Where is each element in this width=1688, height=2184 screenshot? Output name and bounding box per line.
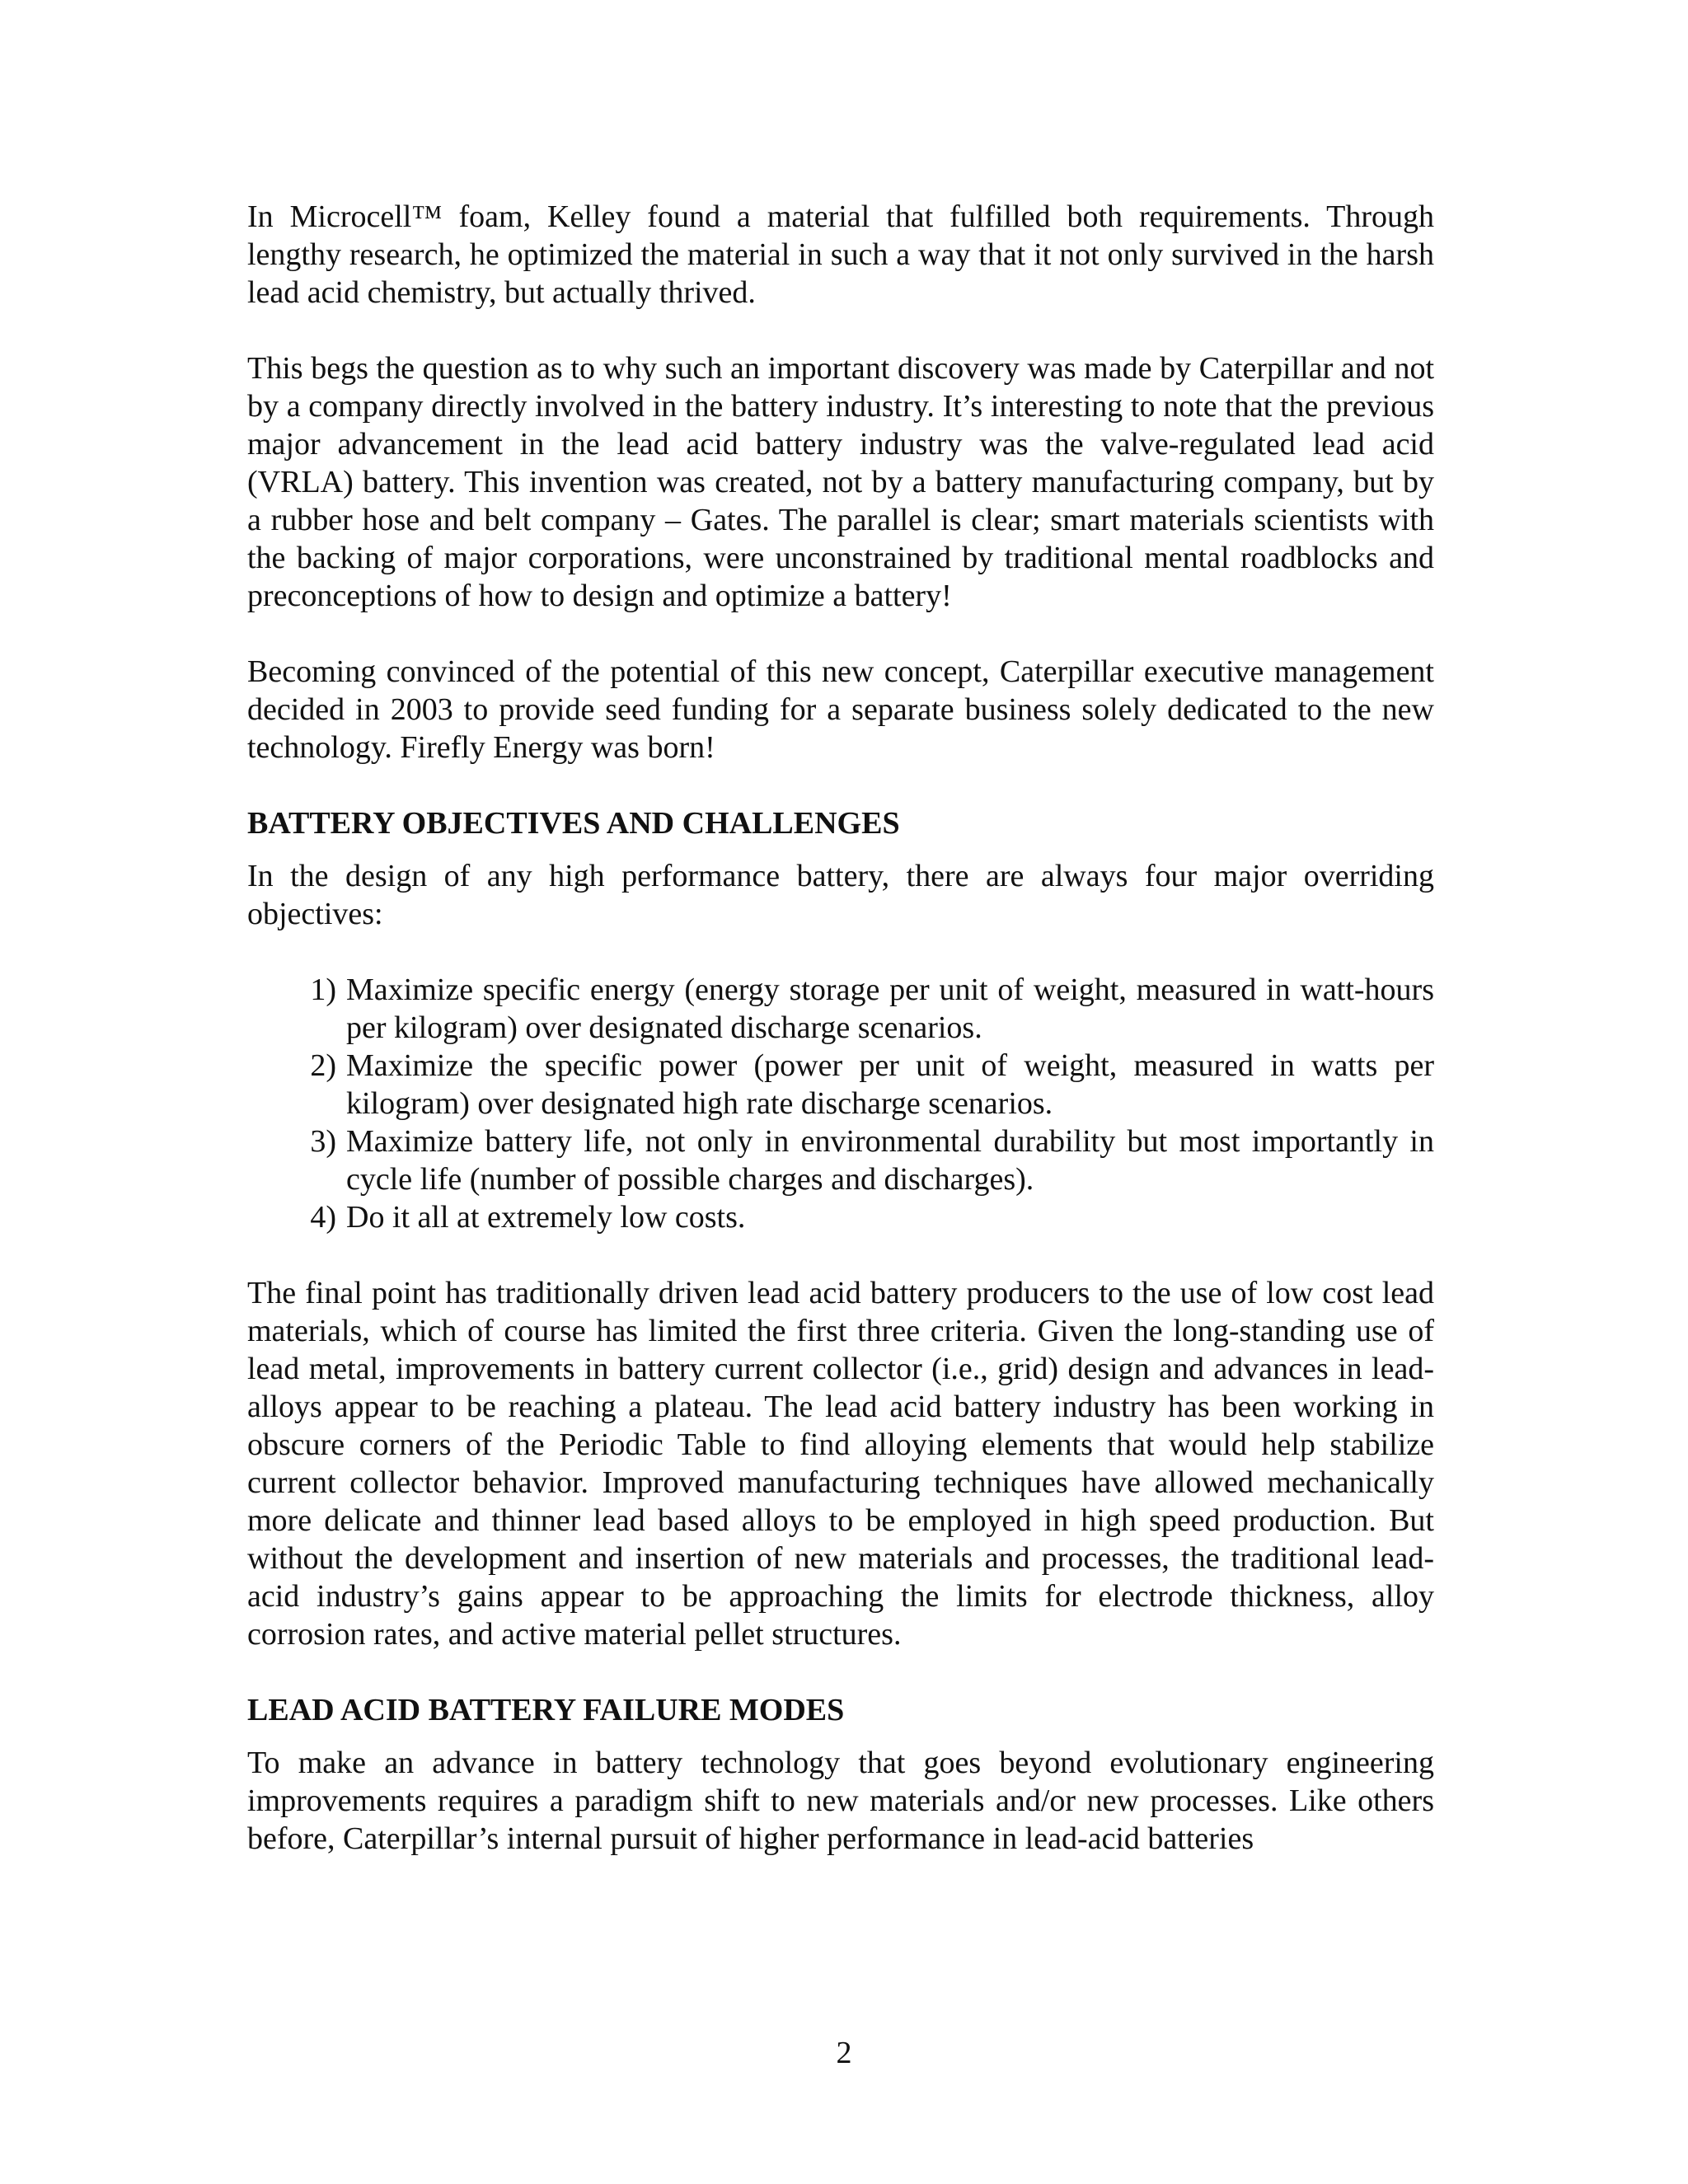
- list-item-text: Maximize specific energy (energy storage per unit of weight, measured in watt-hours per kilogram) over designated discharge scenarios.: [346, 972, 1434, 1045]
- section-heading-failure-modes: LEAD ACID BATTERY FAILURE MODES: [247, 1693, 845, 1727]
- list-item-number: 1): [310, 972, 336, 1007]
- list-item: [247, 1198, 1434, 1236]
- list-item-number: 4): [310, 1200, 336, 1235]
- list-item-text: Maximize the specific power (power per unit of weight, measured in watts per kilogram) over designated high rate discharge scenarios.: [346, 1048, 1434, 1121]
- paragraph-gap: [247, 615, 1434, 653]
- paragraph-caterpillar-discovery: This begs the question as to why such an important discovery was made by Caterpillar and not by a company directly involved in the battery industry. It’s interesting to note that the previous major advancement in the lead acid battery industry was the valve-regulated lead acid (VRLA) battery. This invention was created, not by a battery manufacturing company, but by a rubber hose and belt company – Gates. The parallel is clear; smart materials scientists with the backing of major corporations, were unconstrained by traditional mental roadblocks and preconceptions of how to design and optimize a battery!: [247, 351, 1434, 613]
- page-number: 2: [836, 2036, 852, 2070]
- paragraph-microcell: In Microcell™ foam, Kelley found a material that fulfilled both requirements. Through lengthy research, he optimized the material in such a way that it not only survived in the harsh lead acid chemistry, but actually thrived.: [247, 199, 1434, 310]
- section-heading-objectives: BATTERY OBJECTIVES AND CHALLENGES: [247, 806, 900, 841]
- paragraph-gap: [247, 1236, 1434, 1274]
- paragraph-gap: [247, 933, 1434, 971]
- list-item: [247, 971, 1434, 1047]
- list-item-number: 3): [310, 1124, 336, 1159]
- page-content: [247, 198, 1434, 1858]
- paragraph-objectives-intro: In the design of any high performance battery, there are always four major overriding objectives:: [247, 859, 1434, 931]
- list-item-number: 2): [310, 1048, 336, 1083]
- objectives-list: [247, 971, 1434, 1236]
- paragraph-gap: [247, 312, 1434, 349]
- paragraph-gap: [247, 766, 1434, 804]
- paragraph-gap: [247, 1653, 1434, 1691]
- list-item-text: Do it all at extremely low costs.: [346, 1200, 746, 1235]
- list-item: [247, 1047, 1434, 1122]
- paragraph-firefly-born: Becoming convinced of the potential of this new concept, Caterpillar executive management decided in 2003 to provide seed funding for a separate business solely dedicated to the new technology. Firefly Energy was born!: [247, 654, 1434, 765]
- paragraph-final-point: The final point has traditionally driven lead acid battery producers to the use of low cost lead materials, which of course has limited the first three criteria. Given the long-standing use of lead metal, improvements in battery current collector (i.e., grid) design and advances in lead-alloys appear to be reaching a plateau. The lead acid battery industry has been working in obscure corners of the Periodic Table to find alloying elements that would help stabilize current collector behavior. Improved manufacturing techniques have allowed mechanically more delicate and thinner lead based alloys to be employed in high speed production. But without the development and insertion of new materials and processes, the traditional lead-acid industry’s gains appear to be approaching the limits for electrode thickness, alloy corrosion rates, and active material pellet structures.: [247, 1276, 1434, 1652]
- list-item-text: Maximize battery life, not only in environmental durability but most importantly in cycle life (number of possible charges and discharges).: [346, 1124, 1434, 1197]
- list-item: [247, 1122, 1434, 1198]
- paragraph-paradigm-shift: To make an advance in battery technology that goes beyond evolutionary engineering improvements requires a paradigm shift to new materials and/or new processes. Like others before, Caterpillar’s internal pursuit of higher performance in lead-acid batteries: [247, 1746, 1434, 1856]
